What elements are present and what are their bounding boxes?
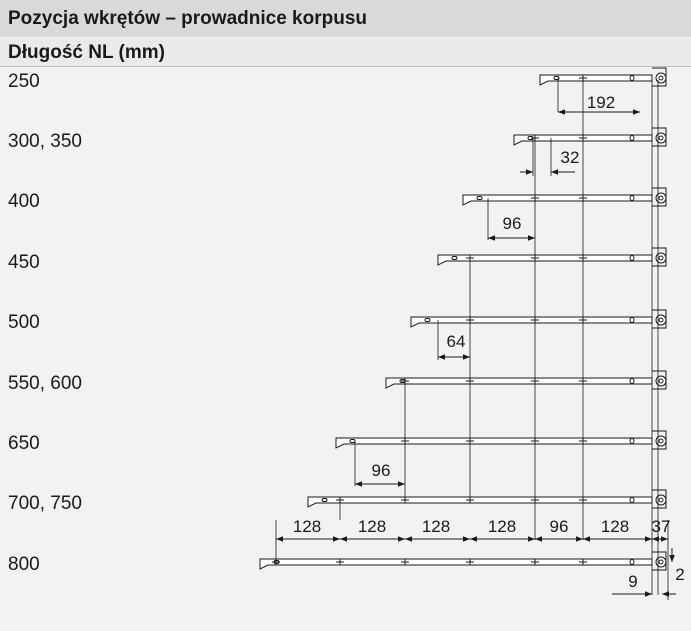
dim-9: 9 <box>628 572 638 591</box>
runner-rail <box>260 552 666 570</box>
row-label-700-750: 700, 750 <box>8 493 82 514</box>
dim-2: 2 <box>675 565 685 584</box>
dim-32: 32 <box>560 148 580 167</box>
runner-rail <box>438 248 666 266</box>
row-label-300-350: 300, 350 <box>8 131 82 152</box>
front-fixing-circle <box>656 193 666 203</box>
rail-body <box>463 195 652 205</box>
runner-rail <box>336 431 666 449</box>
dim-96-row400: 96 <box>502 214 522 233</box>
runner-rail <box>308 490 666 508</box>
runner-rail <box>540 68 666 86</box>
row-label-450: 450 <box>8 252 40 273</box>
front-fixing-circle <box>656 495 666 505</box>
dim-128-1: 128 <box>292 517 322 536</box>
runner-rail <box>463 188 666 206</box>
row-label-250: 250 <box>8 71 40 92</box>
front-fixing-circle <box>656 436 666 446</box>
dim-37: 37 <box>651 517 671 536</box>
rail-body <box>336 438 652 448</box>
dim-128-4: 128 <box>487 517 517 536</box>
front-fixing-circle <box>656 133 666 143</box>
dim-96-row650: 96 <box>371 461 391 480</box>
dim-96-chain: 96 <box>549 517 569 536</box>
front-fixing-circle <box>656 376 666 386</box>
rail-body <box>260 559 652 569</box>
rail-body <box>386 378 652 388</box>
front-fixing-circle <box>656 557 666 567</box>
runner-rail <box>411 310 666 328</box>
runner-rail <box>514 128 666 146</box>
rail-body <box>308 497 652 507</box>
length-column-header: Długość NL (mm) <box>0 38 691 67</box>
dim-192: 192 <box>586 93 616 112</box>
row-label-500: 500 <box>8 312 40 333</box>
row-label-550-600: 550, 600 <box>8 373 82 394</box>
page-title: Pozycja wkrętów – prowadnice korpusu <box>0 0 691 37</box>
dim-64: 64 <box>446 332 466 351</box>
row-label-400: 400 <box>8 191 40 212</box>
row-label-800: 800 <box>8 554 40 575</box>
front-fixing-circle <box>656 253 666 263</box>
runner-rail <box>386 371 666 389</box>
dim-128-3: 128 <box>421 517 451 536</box>
rail-body <box>411 317 652 327</box>
front-fixing-circle <box>656 73 666 83</box>
dim-128-2: 128 <box>357 517 387 536</box>
front-fixing-circle <box>656 315 666 325</box>
row-label-650: 650 <box>8 433 40 454</box>
dim-128-6: 128 <box>600 517 630 536</box>
